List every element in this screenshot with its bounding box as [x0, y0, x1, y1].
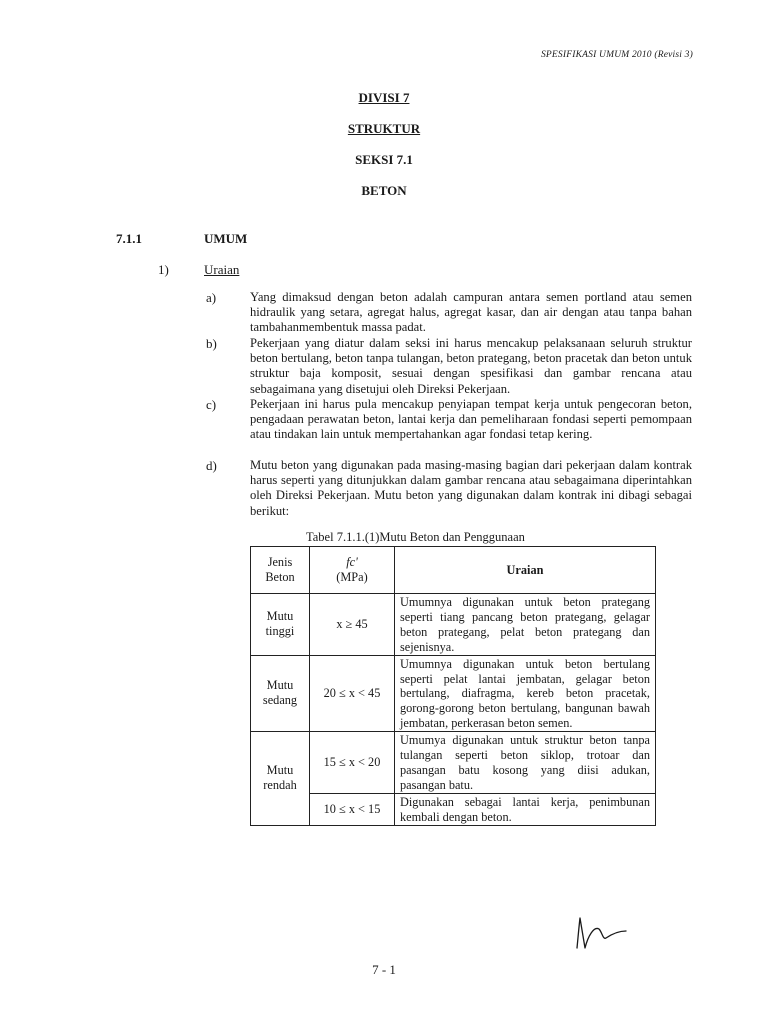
page-number: 7 - 1: [372, 962, 396, 977]
item-text-a: Yang dimaksud dengan beton adalah campuran antara semen portland atau semen hidraulik yang setara, agregat halus, agregat kasar, dan air dengan atau tanpa bahan tambahanmembentuk massa padat.: [250, 290, 692, 335]
header-fc-unit: (MPa): [336, 570, 368, 584]
table-row: [251, 594, 656, 656]
subclause-number: 1): [158, 262, 169, 277]
table-caption: Tabel 7.1.1.(1)Mutu Beton dan Penggunaan: [306, 530, 525, 544]
table-row: [251, 732, 656, 794]
header-fc: [310, 547, 395, 594]
concrete-quality-table: [250, 546, 656, 826]
item-text-d: Mutu beton yang digunakan pada masing-masing bagian dari pekerjaan dalam kontrak harus seperti yang ditunjukkan dalam gambar rencana atau sebagaimana diperintahkan oleh Direksi Pekerjaan. Mutu beton yang digunakan dalam kontrak ini dibagi sebagai berikut:: [250, 458, 692, 518]
cell-fc: 15 ≤ x < 20: [310, 732, 395, 794]
section-subject: BETON: [361, 183, 407, 198]
division-subtitle: STRUKTUR: [347, 121, 421, 136]
table-row: [251, 793, 656, 825]
cell-jenis: Mutu rendah: [251, 732, 310, 825]
cell-fc: x ≥ 45: [310, 594, 395, 656]
cell-jenis: Mutu tinggi: [251, 594, 310, 656]
cell-uraian: Digunakan sebagai lantai kerja, penimbunan kembali dengan beton.: [395, 793, 656, 825]
item-label-c: c): [206, 397, 217, 412]
document-header: SPESIFIKASI UMUM 2010 (Revisi 3): [540, 50, 693, 60]
division-title: DIVISI 7: [358, 90, 410, 105]
cell-uraian: Umumnya digunakan untuk beton bertulang seperti pelat lantai jembatan, gelagar beton bertulang, diafragma, kereb beton pracetak, gorong-gorong beton bertulang, bangunan bawah jembatan, perkerasan beton semen.: [395, 655, 656, 732]
signature-initial-mark: [572, 912, 632, 952]
item-text-b: Pekerjaan yang diatur dalam seksi ini harus mencakup pelaksanaan seluruh struktur beton bertulang, beton tanpa tulangan, beton prategang, beton pracetak dan beton untuk struktur baja komposit, sesuai dengan spesifikasi dan gambar rencana atau sebagaimana yang disetujui oleh Direksi Pekerjaan.: [250, 336, 692, 396]
cell-uraian: Umumnya digunakan untuk beton prategang seperti tiang pancang beton prategang, gelagar beton prategang, pelat beton prategang dan sejenisnya.: [395, 594, 656, 656]
cell-jenis: Mutu sedang: [251, 655, 310, 732]
cell-fc: 20 ≤ x < 45: [310, 655, 395, 732]
subclause-title: Uraian: [204, 262, 240, 277]
header-uraian: Uraian: [395, 547, 656, 594]
cell-uraian: Umumya digunakan untuk struktur beton tanpa tulangan seperti beton siklop, trotoar dan pasangan batu kosong yang diisi adukan, pasangan batu.: [395, 732, 656, 794]
header-fc-symbol: fc': [346, 555, 358, 569]
table-header-row: [251, 547, 656, 594]
clause-number: 7.1.1: [116, 231, 142, 246]
cell-fc: 10 ≤ x < 15: [310, 793, 395, 825]
item-label-a: a): [206, 290, 217, 305]
item-label-d: d): [206, 458, 217, 473]
table-row: [251, 655, 656, 732]
clause-title: UMUM: [204, 231, 248, 246]
item-text-c: Pekerjaan ini harus pula mencakup penyiapan tempat kerja untuk pengecoran beton, pengadaan perawatan beton, lantai kerja dan pemeliharaan fondasi seperti pemompaan atau tindakan lain untuk mempertahankan agar fondasi tetap kering.: [250, 397, 692, 442]
section-heading: SEKSI 7.1: [355, 152, 413, 167]
item-label-b: b): [206, 336, 217, 351]
header-jenis-beton: Jenis Beton: [251, 547, 310, 594]
